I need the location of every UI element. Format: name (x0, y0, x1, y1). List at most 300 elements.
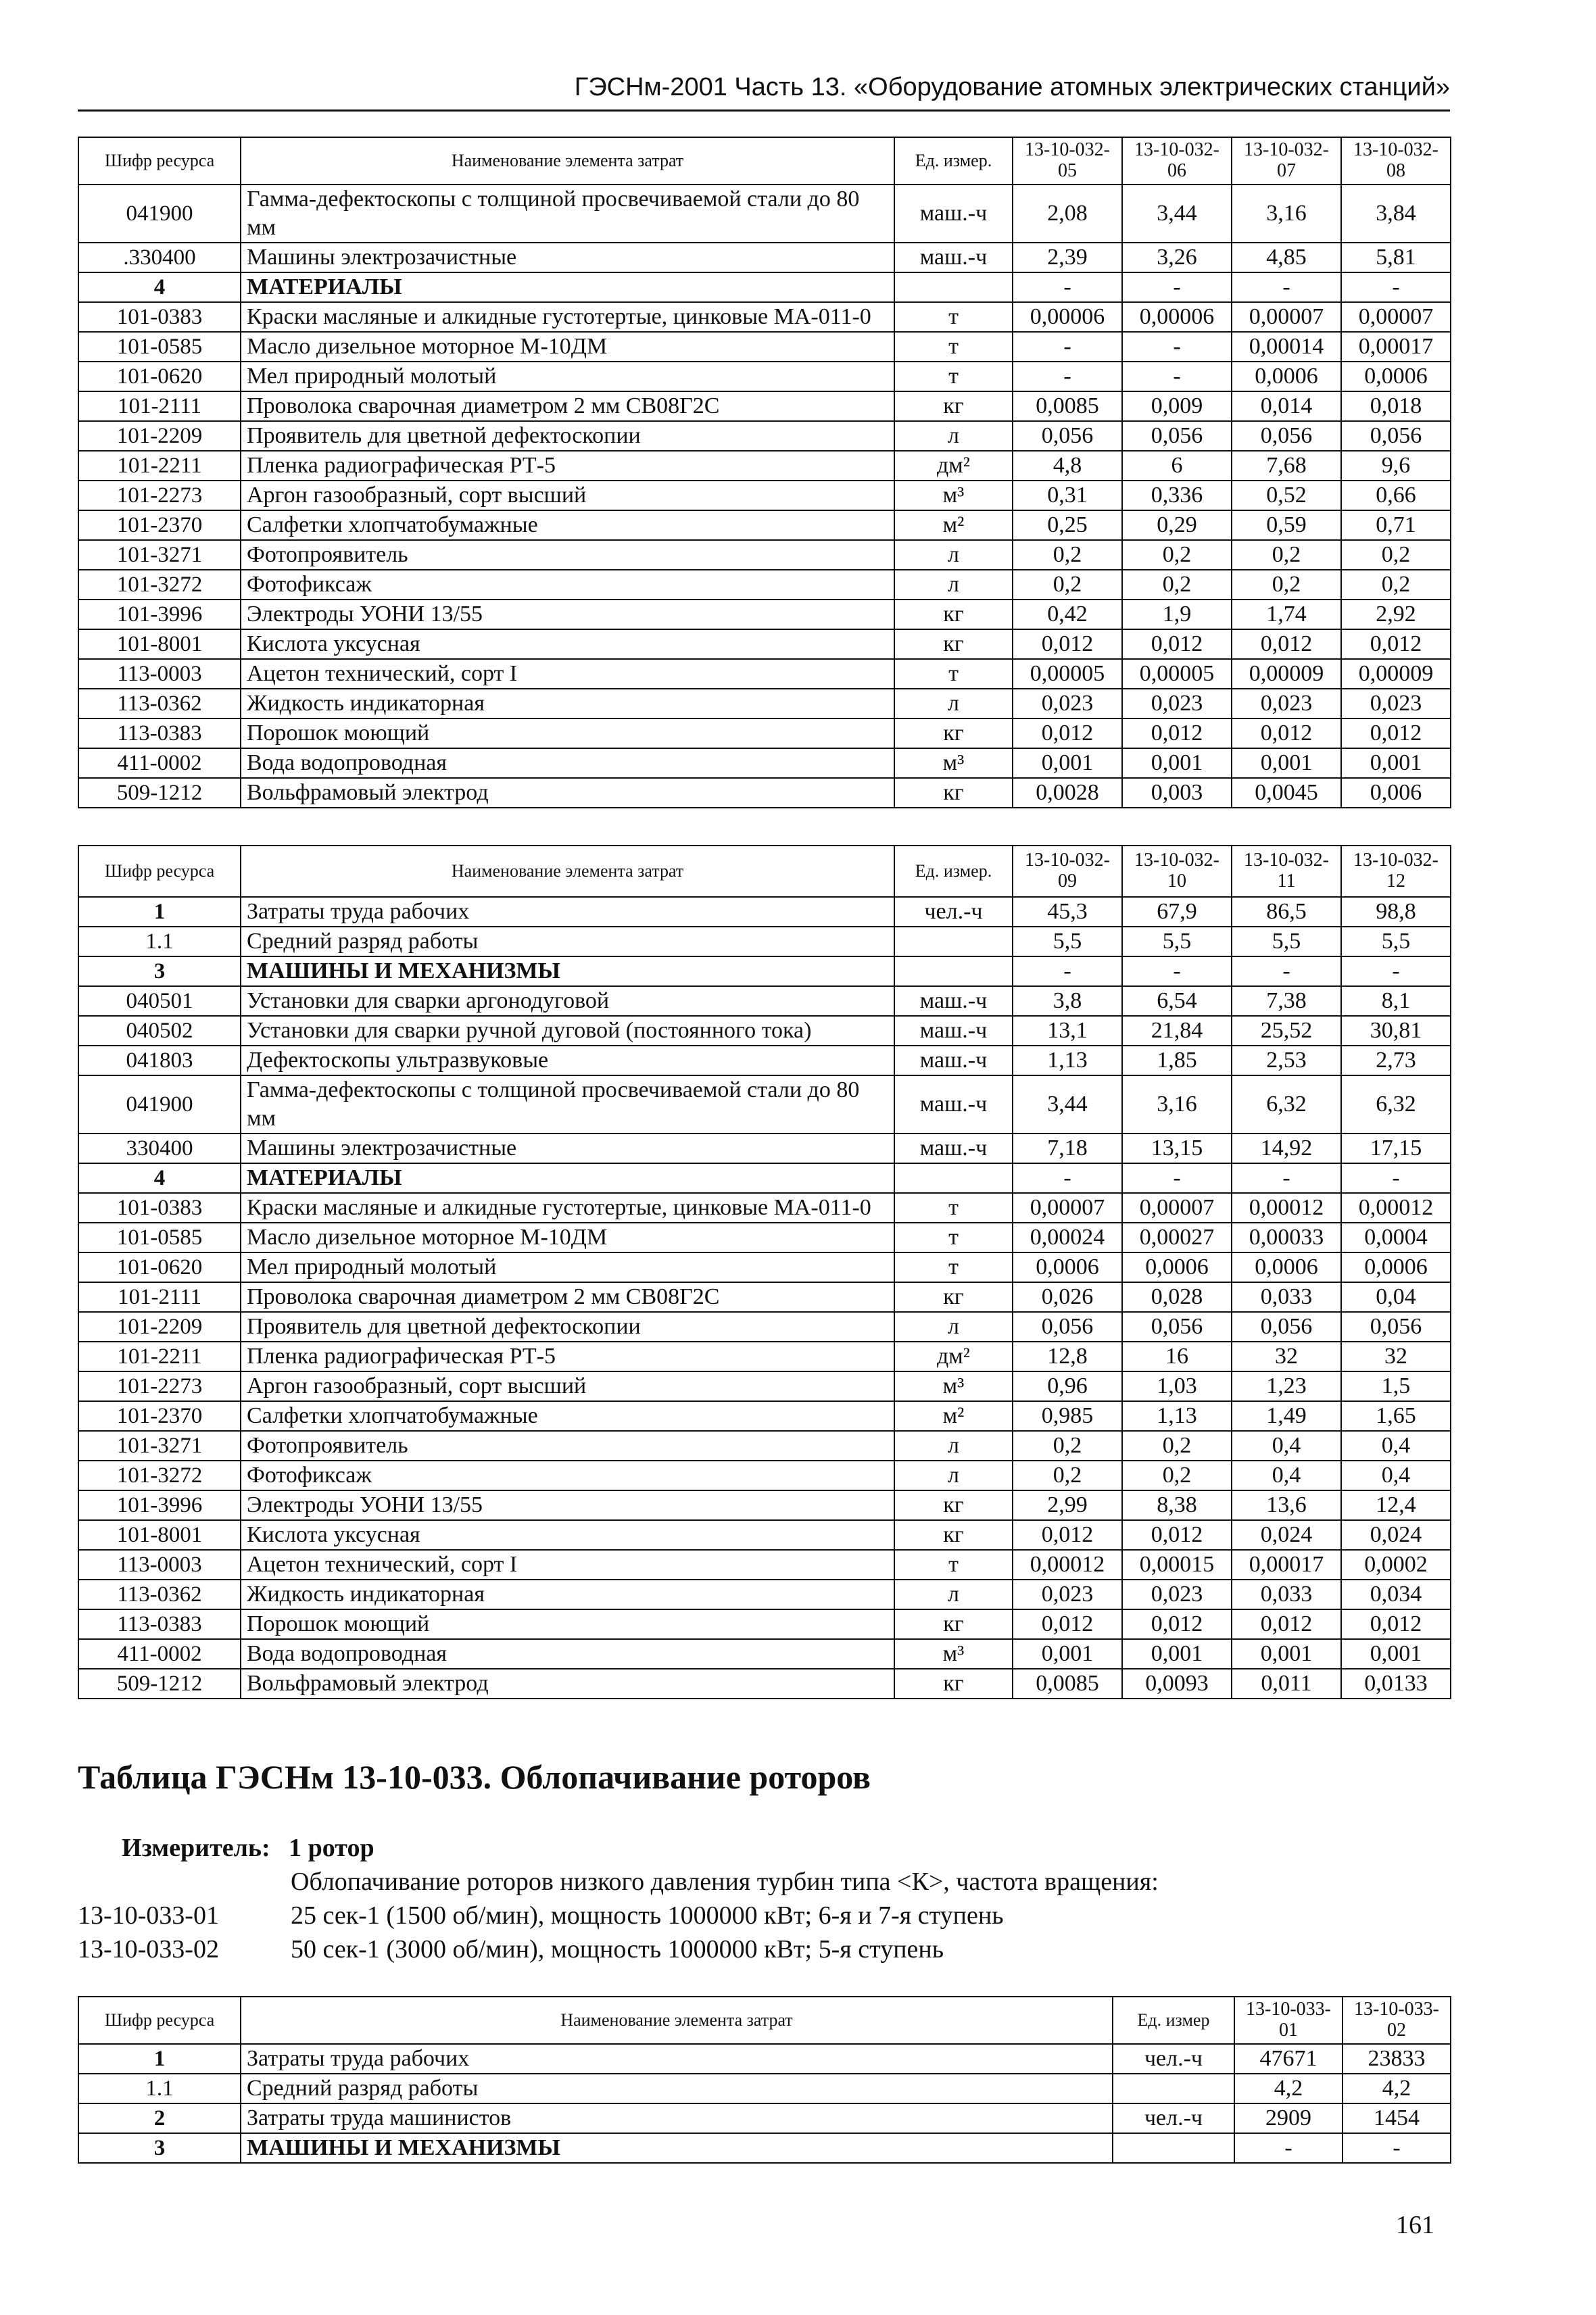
value-cell: 0,2 (1122, 1461, 1232, 1490)
value-cell: 0,003 (1122, 778, 1232, 808)
measure-value: 1 ротор (289, 1834, 374, 1862)
resource-name: Вода водопроводная (241, 1639, 894, 1669)
resource-code: 113-0383 (78, 718, 241, 748)
table-row (78, 1342, 1451, 1371)
value-cell: 0,00012 (1013, 1550, 1122, 1580)
table-row (78, 1580, 1451, 1609)
resource-name: Фотопроявитель (241, 1431, 894, 1461)
header-row (78, 846, 1451, 897)
unit-cell: маш.-ч (894, 243, 1013, 272)
value-cell: 0,006 (1341, 778, 1451, 808)
unit-cell: чел.-ч (1113, 2044, 1234, 2074)
value-cell: 2,99 (1013, 1490, 1122, 1520)
resource-code: 101-2273 (78, 1371, 241, 1401)
value-cell: 0,0006 (1232, 362, 1341, 391)
value-cell: 0,0004 (1341, 1223, 1451, 1252)
resource-name: Краски масляные и алкидные густотертые, цинковые МА-011-0 (241, 302, 894, 332)
value-cell: 7,18 (1013, 1134, 1122, 1163)
resource-code: 101-8001 (78, 629, 241, 659)
resource-name: Масло дизельное моторное М-10ДМ (241, 1223, 894, 1252)
resource-code: 1.1 (78, 927, 241, 956)
value-cell: - (1122, 332, 1232, 362)
value-cell: 0,056 (1013, 1312, 1122, 1342)
value-cell: 3,26 (1122, 243, 1232, 272)
measure-label: Измеритель: (122, 1834, 270, 1862)
section-row (78, 2133, 1451, 2163)
resource-name: Затраты труда машинистов (241, 2103, 1113, 2133)
value-cell: 0,034 (1341, 1580, 1451, 1609)
value-cell: 32 (1341, 1342, 1451, 1371)
value-cell: 0,0006 (1341, 1252, 1451, 1282)
value-cell: - (1122, 956, 1232, 986)
resource-code: 411-0002 (78, 748, 241, 778)
resource-code: 4 (78, 272, 241, 302)
table-row (78, 391, 1451, 421)
value-cell: 0,336 (1122, 481, 1232, 510)
resource-table-032-09-12 (78, 845, 1451, 1699)
resource-name: Кислота уксусная (241, 629, 894, 659)
value-cell: 0,026 (1013, 1282, 1122, 1312)
value-cell: 0,00014 (1232, 332, 1341, 362)
resource-name: Электроды УОНИ 13/55 (241, 1490, 894, 1520)
value-cell: 0,2 (1232, 570, 1341, 600)
value-cell: 0,2 (1013, 1431, 1122, 1461)
resource-code: 101-0383 (78, 302, 241, 332)
value-cell: 0,00006 (1013, 302, 1122, 332)
unit-cell (894, 1163, 1013, 1193)
value-cell: 13,1 (1013, 1016, 1122, 1046)
table-row (78, 1550, 1451, 1580)
table-row (78, 1371, 1451, 1401)
value-cell: 7,38 (1232, 986, 1341, 1016)
value-cell: 1,9 (1122, 600, 1232, 629)
table-row (78, 986, 1451, 1016)
table-row (78, 659, 1451, 689)
value-cell: 0,0085 (1013, 1669, 1122, 1699)
resource-code: 411-0002 (78, 1639, 241, 1669)
resource-code: 101-8001 (78, 1520, 241, 1550)
unit-cell: л (894, 540, 1013, 570)
resource-code: 101-0585 (78, 1223, 241, 1252)
unit-cell: т (894, 332, 1013, 362)
unit-cell: кг (894, 391, 1013, 421)
unit-cell (894, 927, 1013, 956)
value-cell: 0,00012 (1232, 1193, 1341, 1223)
resource-code: 113-0383 (78, 1609, 241, 1639)
unit-cell: м² (894, 510, 1013, 540)
value-cell: 0,011 (1232, 1669, 1341, 1699)
unit-cell (894, 956, 1013, 986)
value-cell: 4,2 (1234, 2074, 1343, 2103)
table-row (78, 1609, 1451, 1639)
resource-name: Жидкость индикаторная (241, 689, 894, 718)
resource-name: Порошок моющий (241, 718, 894, 748)
resource-name: Кислота уксусная (241, 1520, 894, 1550)
unit-cell (1113, 2074, 1234, 2103)
value-cell: 5,5 (1122, 927, 1232, 956)
value-cell: 0,59 (1232, 510, 1341, 540)
value-cell: 0,00015 (1122, 1550, 1232, 1580)
resource-name: Краски масляные и алкидные густотертые, цинковые МА-011-0 (241, 1193, 894, 1223)
column-header: Ед. измер. (894, 137, 1013, 185)
value-cell: 3,84 (1341, 185, 1451, 243)
resource-name: Проявитель для цветной дефектоскопии (241, 421, 894, 451)
value-cell: 6 (1122, 451, 1232, 481)
unit-cell: л (894, 689, 1013, 718)
resource-name: Установки для сварки ручной дуговой (постоянного тока) (241, 1016, 894, 1046)
value-cell: 1,49 (1232, 1401, 1341, 1431)
value-cell: 0,0006 (1122, 1252, 1232, 1282)
value-cell: 2909 (1234, 2103, 1343, 2133)
resource-name: Вольфрамовый электрод (241, 778, 894, 808)
value-cell: 0,056 (1232, 421, 1341, 451)
resource-name: Фотофиксаж (241, 570, 894, 600)
column-header: Шифр ресурса (78, 846, 241, 897)
header-row (78, 137, 1451, 185)
value-cell: - (1122, 272, 1232, 302)
value-cell: 0,00009 (1232, 659, 1341, 689)
value-cell: 0,014 (1232, 391, 1341, 421)
value-cell: - (1232, 272, 1341, 302)
variant-column-header: 13-10-033-01 (1234, 1997, 1343, 2044)
value-cell: 3,16 (1232, 185, 1341, 243)
value-cell: 13,15 (1122, 1134, 1232, 1163)
table-row (78, 927, 1451, 956)
value-cell: 0,2 (1232, 540, 1341, 570)
page-header: ГЭСНм-2001 Часть 13. «Оборудование атомных электрических станций» (574, 73, 1450, 101)
value-cell: - (1341, 272, 1451, 302)
table-row (78, 302, 1451, 332)
resource-name: Салфетки хлопчатобумажные (241, 1401, 894, 1431)
resource-name: Затраты труда рабочих (241, 897, 894, 927)
value-cell: 0,2 (1341, 570, 1451, 600)
resource-name: Электроды УОНИ 13/55 (241, 600, 894, 629)
value-cell: 2,39 (1013, 243, 1122, 272)
value-cell: - (1013, 956, 1122, 986)
table-row (78, 1401, 1451, 1431)
unit-cell: кг (894, 1609, 1013, 1639)
unit-cell: кг (894, 1520, 1013, 1550)
value-cell: 9,6 (1341, 451, 1451, 481)
resource-name: МАТЕРИАЛЫ (241, 272, 894, 302)
value-cell: 1,5 (1341, 1371, 1451, 1401)
resource-code: 101-2209 (78, 1312, 241, 1342)
value-cell: 0,056 (1122, 421, 1232, 451)
resource-code: 101-3996 (78, 600, 241, 629)
resource-name: Машины электрозачистные (241, 1134, 894, 1163)
value-cell: 0,012 (1013, 1520, 1122, 1550)
table-row (78, 629, 1451, 659)
value-cell: 6,54 (1122, 986, 1232, 1016)
value-cell: 12,4 (1341, 1490, 1451, 1520)
value-cell: 0,033 (1232, 1282, 1341, 1312)
resource-code: 509-1212 (78, 1669, 241, 1699)
value-cell: 86,5 (1232, 897, 1341, 927)
resource-name: Гамма-дефектоскопы с толщиной просвечиваемой стали до 80 мм (241, 185, 894, 243)
table-row (78, 1282, 1451, 1312)
value-cell: 3,44 (1013, 1075, 1122, 1134)
resource-name: МАШИНЫ И МЕХАНИЗМЫ (241, 956, 894, 986)
value-cell: - (1341, 956, 1451, 986)
resource-code: 041900 (78, 185, 241, 243)
resource-code: 101-2209 (78, 421, 241, 451)
value-cell: - (1013, 362, 1122, 391)
variant-column-header: 13-10-032-07 (1232, 137, 1341, 185)
value-cell: 1,65 (1341, 1401, 1451, 1431)
resource-code: 101-0383 (78, 1193, 241, 1223)
resource-name: Порошок моющий (241, 1609, 894, 1639)
unit-cell: т (894, 1252, 1013, 1282)
value-cell: 0,29 (1122, 510, 1232, 540)
value-cell: 0,31 (1013, 481, 1122, 510)
value-cell: - (1013, 332, 1122, 362)
table-row (78, 600, 1451, 629)
value-cell: 14,92 (1232, 1134, 1341, 1163)
table-row (78, 1193, 1451, 1223)
resource-code: 113-0362 (78, 689, 241, 718)
value-cell: 0,2 (1122, 570, 1232, 600)
value-cell: 0,2 (1122, 1431, 1232, 1461)
value-cell: 0,0085 (1013, 391, 1122, 421)
unit-cell: кг (894, 1669, 1013, 1699)
value-cell: 0,001 (1122, 748, 1232, 778)
value-cell: 0,012 (1232, 629, 1341, 659)
value-cell: 0,0093 (1122, 1669, 1232, 1699)
value-cell: 0,00033 (1232, 1223, 1341, 1252)
value-cell: 0,2 (1013, 1461, 1122, 1490)
table-row (78, 1046, 1451, 1075)
value-cell: 0,4 (1341, 1461, 1451, 1490)
unit-cell: кг (894, 778, 1013, 808)
value-cell: 0,012 (1122, 629, 1232, 659)
column-header: Наименование элемента затрат (241, 1997, 1113, 2044)
value-cell: 0,2 (1013, 540, 1122, 570)
value-cell: 0,985 (1013, 1401, 1122, 1431)
value-cell: - (1013, 1163, 1122, 1193)
value-cell: 0,033 (1232, 1580, 1341, 1609)
value-cell: 0,2 (1013, 570, 1122, 600)
resource-code: 101-2111 (78, 391, 241, 421)
table-row (78, 1016, 1451, 1046)
value-cell: 1454 (1343, 2103, 1451, 2133)
value-cell: 0,023 (1232, 689, 1341, 718)
value-cell: - (1122, 1163, 1232, 1193)
value-cell: 0,4 (1232, 1431, 1341, 1461)
value-cell: 0,056 (1232, 1312, 1341, 1342)
table-row (78, 362, 1451, 391)
resource-name: Масло дизельное моторное М-10ДМ (241, 332, 894, 362)
table-row (78, 1223, 1451, 1252)
value-cell: 0,96 (1013, 1371, 1122, 1401)
resource-code: 1 (78, 897, 241, 927)
value-cell: 8,1 (1341, 986, 1451, 1016)
unit-cell (1113, 2133, 1234, 2163)
unit-cell (894, 272, 1013, 302)
value-cell: 5,5 (1232, 927, 1341, 956)
unit-cell: кг (894, 629, 1013, 659)
variant-column-header: 13-10-033-02 (1343, 1997, 1451, 2044)
value-cell: 0,52 (1232, 481, 1341, 510)
value-cell: 0,2 (1122, 540, 1232, 570)
value-cell: 0,001 (1232, 748, 1341, 778)
page-number: 161 (1396, 2211, 1434, 2239)
value-cell: 17,15 (1341, 1134, 1451, 1163)
resource-name: Аргон газообразный, сорт высший (241, 1371, 894, 1401)
table-row (78, 1490, 1451, 1520)
value-cell: 45,3 (1013, 897, 1122, 927)
unit-cell: л (894, 1580, 1013, 1609)
table-row (78, 1639, 1451, 1669)
value-cell: 0,4 (1232, 1461, 1341, 1490)
resource-code: 101-0620 (78, 362, 241, 391)
table-row (78, 540, 1451, 570)
table-row (78, 570, 1451, 600)
unit-cell: т (894, 1550, 1013, 1580)
value-cell: 0,012 (1013, 629, 1122, 659)
value-cell: 0,012 (1341, 718, 1451, 748)
value-cell: 0,012 (1341, 1609, 1451, 1639)
table-row (78, 2103, 1451, 2133)
value-cell: 0,71 (1341, 510, 1451, 540)
table-row (78, 1461, 1451, 1490)
resource-code: 040501 (78, 986, 241, 1016)
value-cell: 0,012 (1232, 718, 1341, 748)
value-cell: 0,023 (1122, 1580, 1232, 1609)
table-row (78, 748, 1451, 778)
resource-table-033 (78, 1996, 1451, 2164)
table-title: Таблица ГЭСНм 13-10-033. Облопачивание роторов (78, 1758, 871, 1796)
value-cell: 0,024 (1341, 1520, 1451, 1550)
column-header: Наименование элемента затрат (241, 846, 894, 897)
unit-cell: кг (894, 718, 1013, 748)
value-cell: 4,85 (1232, 243, 1341, 272)
value-cell: 0,00017 (1232, 1550, 1341, 1580)
resource-code: 101-2370 (78, 510, 241, 540)
value-cell: 0,056 (1341, 1312, 1451, 1342)
resource-name: Проволока сварочная диаметром 2 мм СВ08Г2С (241, 391, 894, 421)
variant-row (78, 1901, 1004, 1930)
section-row (78, 1163, 1451, 1193)
table-row (78, 1134, 1451, 1163)
value-cell: - (1341, 1163, 1451, 1193)
resource-name: Вода водопроводная (241, 748, 894, 778)
table-row (78, 897, 1451, 927)
table-row (78, 421, 1451, 451)
unit-cell: маш.-ч (894, 986, 1013, 1016)
section-row (78, 956, 1451, 986)
value-cell: 0,0028 (1013, 778, 1122, 808)
unit-cell: м³ (894, 1371, 1013, 1401)
variant-column-header: 13-10-032-10 (1122, 846, 1232, 897)
value-cell: 4,8 (1013, 451, 1122, 481)
resource-name: Фотопроявитель (241, 540, 894, 570)
resource-code: 509-1212 (78, 778, 241, 808)
value-cell: 12,8 (1013, 1342, 1122, 1371)
value-cell: 0,012 (1341, 629, 1451, 659)
resource-name: Пленка радиографическая РТ-5 (241, 1342, 894, 1371)
value-cell: 0,00007 (1122, 1193, 1232, 1223)
table-row (78, 1312, 1451, 1342)
resource-name: Жидкость индикаторная (241, 1580, 894, 1609)
resource-name: Аргон газообразный, сорт высший (241, 481, 894, 510)
variant-column-header: 13-10-032-08 (1341, 137, 1451, 185)
value-cell: 21,84 (1122, 1016, 1232, 1046)
value-cell: 0,00007 (1232, 302, 1341, 332)
table-row (78, 689, 1451, 718)
unit-cell: маш.-ч (894, 1016, 1013, 1046)
variant-column-header: 13-10-032-06 (1122, 137, 1232, 185)
value-cell: 0,023 (1013, 689, 1122, 718)
resource-code: 101-2211 (78, 451, 241, 481)
resource-code: 101-3271 (78, 540, 241, 570)
resource-code: 113-0003 (78, 659, 241, 689)
value-cell: 1,13 (1013, 1046, 1122, 1075)
value-cell: 0,009 (1122, 391, 1232, 421)
header-row (78, 1997, 1451, 2044)
variant-column-header: 13-10-032-09 (1013, 846, 1122, 897)
unit-cell: л (894, 1312, 1013, 1342)
resource-code: 4 (78, 1163, 241, 1193)
resource-name: Мел природный молотый (241, 1252, 894, 1282)
table-row (78, 778, 1451, 808)
unit-cell: л (894, 570, 1013, 600)
value-cell: 0,0006 (1341, 362, 1451, 391)
resource-name: Дефектоскопы ультразвуковые (241, 1046, 894, 1075)
value-cell: 3,8 (1013, 986, 1122, 1016)
value-cell: 25,52 (1232, 1016, 1341, 1046)
value-cell: 0,024 (1232, 1520, 1341, 1550)
value-cell: 1,03 (1122, 1371, 1232, 1401)
value-cell: 0,00007 (1013, 1193, 1122, 1223)
unit-cell: маш.-ч (894, 1075, 1013, 1134)
resource-code: 113-0003 (78, 1550, 241, 1580)
resource-code: 3 (78, 956, 241, 986)
resource-name: Средний разряд работы (241, 927, 894, 956)
unit-cell: м³ (894, 481, 1013, 510)
unit-cell: т (894, 1223, 1013, 1252)
table-row (78, 332, 1451, 362)
table-row (78, 185, 1451, 243)
value-cell: - (1232, 956, 1341, 986)
unit-cell: м³ (894, 1639, 1013, 1669)
resource-code: 040502 (78, 1016, 241, 1046)
value-cell: - (1013, 272, 1122, 302)
unit-cell: маш.-ч (894, 1134, 1013, 1163)
resource-code: 1.1 (78, 2074, 241, 2103)
value-cell: 0,4 (1341, 1431, 1451, 1461)
value-cell: 2,92 (1341, 600, 1451, 629)
resource-code: 101-0585 (78, 332, 241, 362)
value-cell: 1,13 (1122, 1401, 1232, 1431)
resource-name: Машины электрозачистные (241, 243, 894, 272)
value-cell: 0,00024 (1013, 1223, 1122, 1252)
value-cell: 23833 (1343, 2044, 1451, 2074)
value-cell: 0,25 (1013, 510, 1122, 540)
value-cell: 0,012 (1232, 1609, 1341, 1639)
unit-cell: т (894, 1193, 1013, 1223)
value-cell: 6,32 (1341, 1075, 1451, 1134)
value-cell: 0,056 (1341, 421, 1451, 451)
unit-cell: кг (894, 1490, 1013, 1520)
value-cell: 0,00012 (1341, 1193, 1451, 1223)
value-cell: 0,012 (1122, 718, 1232, 748)
value-cell: 0,00005 (1013, 659, 1122, 689)
value-cell: 0,023 (1013, 1580, 1122, 1609)
unit-cell: кг (894, 600, 1013, 629)
table-row (78, 243, 1451, 272)
variant-code: 13-10-033-01 (78, 1901, 219, 1930)
value-cell: 0,00006 (1122, 302, 1232, 332)
